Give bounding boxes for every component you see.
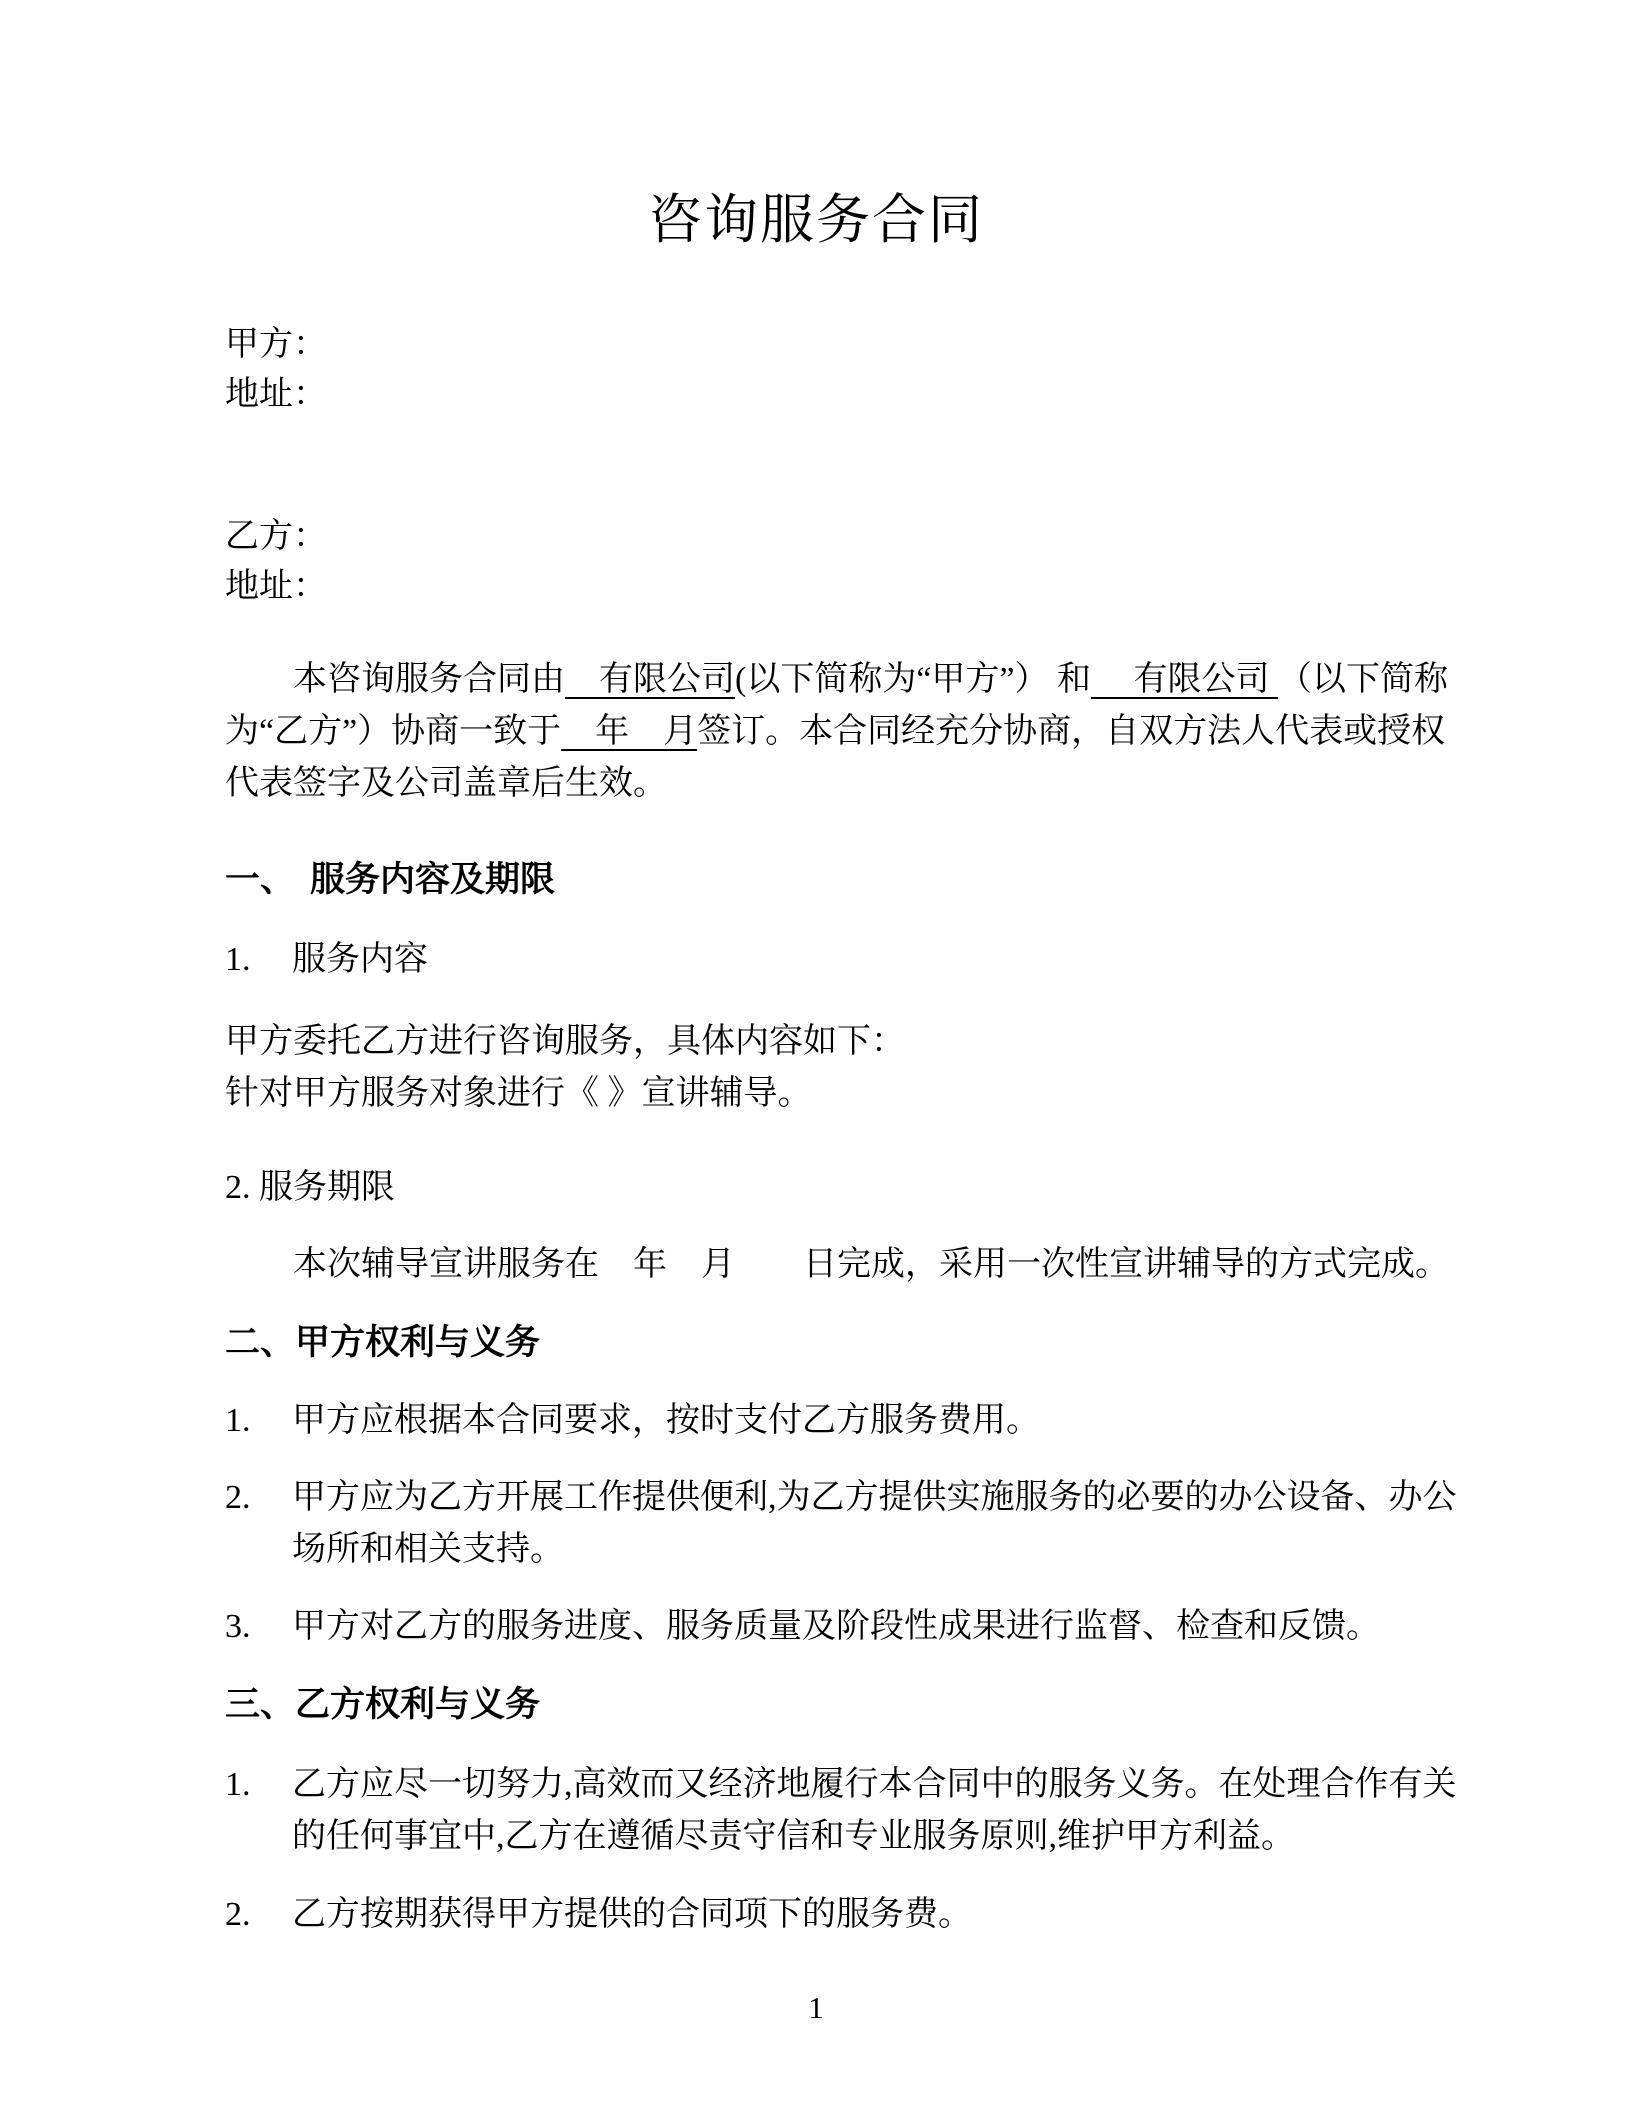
party-a-block	[225, 320, 1460, 420]
section-2-item-3	[225, 1601, 1460, 1653]
section-2-item-2-number: 2.	[225, 1479, 251, 1516]
page-number: 1	[808, 1990, 824, 2025]
section-2-item-2	[225, 1472, 1460, 1576]
section-3-item-2	[225, 1889, 1460, 1941]
party-a-label: 甲方：	[225, 326, 327, 363]
section-3-item-2-text: 乙方按期获得甲方提供的合同项下的服务费。	[292, 1896, 972, 1933]
intro-seg-4: 签订。本合同经充分协商，自双方法人代表或授权代表签字及公司盖章后生效。	[225, 713, 1446, 802]
section-1-heading	[225, 854, 1460, 906]
section-2-item-1	[225, 1395, 1460, 1447]
service-content-intro: 甲方委托乙方进行咨询服务，具体内容如下：	[225, 1023, 905, 1060]
intro-seg-1: 本咨询服务合同由	[293, 661, 565, 698]
section-3-item-1	[225, 1759, 1460, 1863]
clause-1-2: 2. 服务期限	[225, 1169, 395, 1206]
section-2-item-3-text: 甲方对乙方的服务进度、服务质量及阶段性成果进行监督、检查和反馈。	[292, 1608, 1380, 1645]
party-b-label: 乙方：	[225, 518, 327, 555]
section-2-item-1-text: 甲方应根据本合同要求，按时支付乙方服务费用。	[292, 1402, 1040, 1439]
section-2-item-3-number: 3.	[225, 1608, 251, 1645]
service-period-text: 本次辅导宣讲服务在 年 月 日完成，采用一次性宣讲辅导的方式完成。	[293, 1246, 1449, 1283]
section-2-heading: 二、甲方权利与义务	[225, 1323, 541, 1362]
section-2-item-1-number: 1.	[225, 1402, 251, 1439]
document-body	[0, 320, 1632, 1941]
party-a-address-label: 地址：	[225, 376, 327, 413]
section-1-heading-number: 一、	[225, 860, 296, 899]
section-1-heading-title: 服务内容及期限	[310, 860, 556, 899]
section-3-heading: 三、乙方权利与义务	[225, 1685, 541, 1724]
section-3-item-1-number: 1.	[225, 1766, 251, 1803]
section-2-item-2-text: 甲方应为乙方开展工作提供便利,为乙方提供实施服务的必要的办公设备、办公场所和相关支持。	[292, 1479, 1457, 1568]
intro-seg-2: (以下简称为“甲方”） 和	[735, 661, 1092, 698]
service-content-paragraphs	[225, 1016, 1460, 1120]
clause-1-1-title: 服务内容	[292, 941, 428, 978]
intro-paragraph	[225, 654, 1460, 810]
section-3-item-1-text: 乙方应尽一切努力,高效而又经济地履行本合同中的服务义务。在处理合作有关的任何事宜中,乙方在遵循尽责守信和专业服务原则,维护甲方利益。	[292, 1766, 1457, 1855]
blank-company-a: 有限公司	[565, 661, 735, 698]
party-b-address-label: 地址：	[225, 568, 327, 605]
clause-1-1-number: 1.	[225, 941, 251, 978]
clause-1-1	[225, 934, 1460, 986]
party-b-block	[225, 512, 1460, 612]
blank-sign-date: 年 月	[561, 713, 698, 750]
service-content-detail: 针对甲方服务对象进行《 》宣讲辅导。	[225, 1075, 812, 1112]
section-3-item-2-number: 2.	[225, 1896, 251, 1933]
blank-company-b: 有限公司	[1091, 661, 1279, 698]
document-title: 咨询服务合同	[648, 190, 984, 250]
intro-seg-3: （以下简称为“乙方”）协商一致于	[225, 661, 1449, 750]
